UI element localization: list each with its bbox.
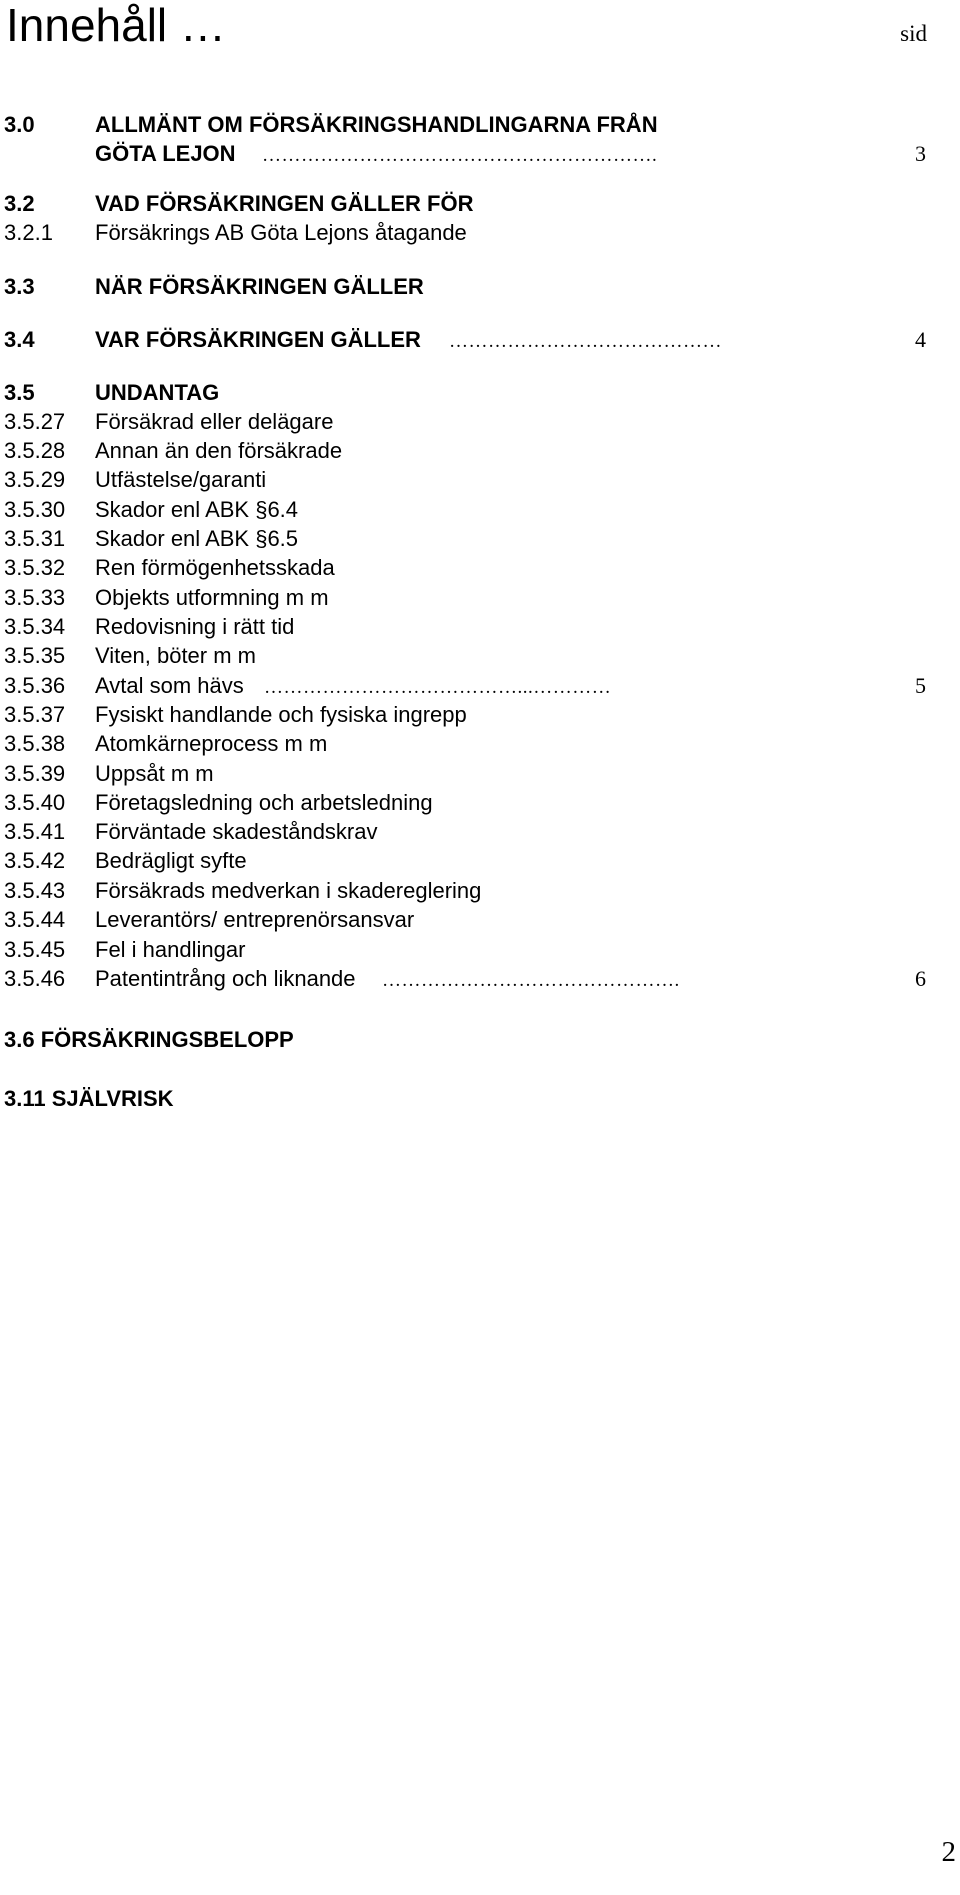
toc-entry[interactable] [4,876,934,906]
toc-entry-number: 3.3 [4,274,35,299]
toc-entry-number: 3.5.31 [4,526,66,551]
toc-entry-number: 3.5 [4,380,35,405]
toc-entry-number: 3.5.32 [4,555,66,580]
toc-entry-number: 3.5.41 [4,819,66,844]
toc-entry-number: 3.5.38 [4,731,66,756]
toc-entry-page: 5 [915,673,926,698]
toc-entry[interactable] [4,139,934,169]
toc-entry-number: 3.5.46 [4,966,66,991]
toc-entry-title: Fysiskt handlande och fysiska ingrepp [95,702,467,727]
toc-entry-title: Uppsåt m m [95,761,214,786]
toc-section-3-11[interactable]: 3.11 SJÄLVRISK [4,1086,174,1111]
toc-entry-title: Skador enl ABK §6.4 [95,497,299,522]
toc-entry-page: 6 [915,966,926,991]
toc-entry-number: 3.5.43 [4,878,66,903]
toc-entry-number: 3.0 [4,112,35,137]
toc-entry[interactable] [4,553,934,583]
toc-entry-title: ALLMÄNT OM FÖRSÄKRINGSHANDLINGARNA FRÅN [95,112,658,137]
toc-entry-title: Atomkärneprocess m m [95,731,328,756]
toc-entry-number: 3.5.36 [4,673,66,698]
toc-entry-number: 3.5.39 [4,761,66,786]
toc-entry[interactable] [4,759,934,789]
toc-section-3-6[interactable]: 3.6 FÖRSÄKRINGSBELOPP [4,1027,294,1052]
toc-entry[interactable] [4,641,934,671]
toc-entry-title: Försäkrads medverkan i skadereglering [95,878,482,903]
toc-entry[interactable] [4,935,934,965]
toc-entry-title: Ren förmögenhetsskada [95,555,335,580]
toc-entry[interactable] [4,817,934,847]
toc-entry-title: VAD FÖRSÄKRINGEN GÄLLER FÖR [95,191,474,216]
toc-entry-title: Avtal som hävs [95,673,244,698]
page-title: Innehåll … [6,0,226,51]
toc-entry-title: Fel i handlingar [95,937,246,962]
toc-entry[interactable] [4,272,934,302]
toc-entry-title: UNDANTAG [95,380,220,405]
toc-entry-title: Bedrägligt syfte [95,848,247,873]
page-number: 2 [941,1836,956,1868]
toc-entry[interactable] [4,218,934,248]
toc-entry[interactable] [4,788,934,818]
toc-entry[interactable] [4,671,934,701]
toc-entry[interactable] [4,612,934,642]
toc-entry[interactable] [4,495,934,525]
toc-entry-title: Redovisning i rätt tid [95,614,295,639]
toc-entry-number: 3.5.30 [4,497,66,522]
toc-entry-number: 3.4 [4,327,35,352]
toc-entry-number: 3.2 [4,191,35,216]
toc-entry-number: 3.5.45 [4,937,66,962]
toc-entry-number: 3.5.40 [4,790,66,815]
toc-entry-number: 3.5.37 [4,702,66,727]
dot-leader: ………………………………………. [382,970,680,991]
toc-entry[interactable] [4,700,934,730]
dot-leader: …………………………………… [449,331,722,352]
toc-entry-title: Annan än den försäkrade [95,438,343,463]
toc-entry[interactable] [4,729,934,759]
toc-entry-number: 3.5.33 [4,585,66,610]
toc-entry-title: NÄR FÖRSÄKRINGEN GÄLLER [95,274,424,299]
toc-entry-number: 3.5.42 [4,848,66,873]
toc-entry[interactable] [4,583,934,613]
toc-entry-page: 4 [915,327,926,352]
toc-entry[interactable] [4,407,934,437]
toc-entry[interactable] [4,465,934,495]
toc-entry-title: Viten, böter m m [95,643,256,668]
toc-entry-title: Skador enl ABK §6.5 [95,526,299,551]
dot-leader: ……………………………………………………. [262,145,658,166]
toc-entry[interactable] [4,378,934,408]
toc-entry-title: GÖTA LEJON [95,141,236,166]
toc-entry-title: VAR FÖRSÄKRINGEN GÄLLER [95,327,421,352]
toc-entry-number: 3.5.44 [4,907,66,932]
toc-entry-title: Försäkrings AB Göta Lejons åtagande [95,220,467,245]
toc-entry-title: Patentintrång och liknande [95,966,356,991]
page-column-label: sid [900,21,927,46]
toc-entry[interactable] [4,905,934,935]
toc-entry-number: 3.5.28 [4,438,66,463]
toc-entry-title: Förväntade skadeståndskrav [95,819,378,844]
toc-entry-title: Objekts utformning m m [95,585,329,610]
toc-entry-number: 3.5.29 [4,467,66,492]
toc-entry[interactable] [4,325,934,355]
toc-entry[interactable] [4,110,934,140]
dot-leader: …………………………………...………… [264,677,612,698]
toc-entry[interactable] [4,436,934,466]
toc-entry-page: 3 [915,141,926,166]
toc-entry[interactable] [4,846,934,876]
toc-entry-title: Försäkrad eller delägare [95,409,334,434]
toc-entry-title: Företagsledning och arbetsledning [95,790,433,815]
toc-entry-number: 3.2.1 [4,220,53,245]
toc-entry[interactable] [4,189,934,219]
toc-entry-title: Utfästelse/garanti [95,467,267,492]
toc-entry-number: 3.5.35 [4,643,66,668]
toc-entry-title: Leverantörs/ entreprenörsansvar [95,907,415,932]
toc-entry-number: 3.5.27 [4,409,66,434]
toc-entry-number: 3.5.34 [4,614,66,639]
toc-entry[interactable] [4,524,934,554]
toc-entry[interactable] [4,964,934,994]
